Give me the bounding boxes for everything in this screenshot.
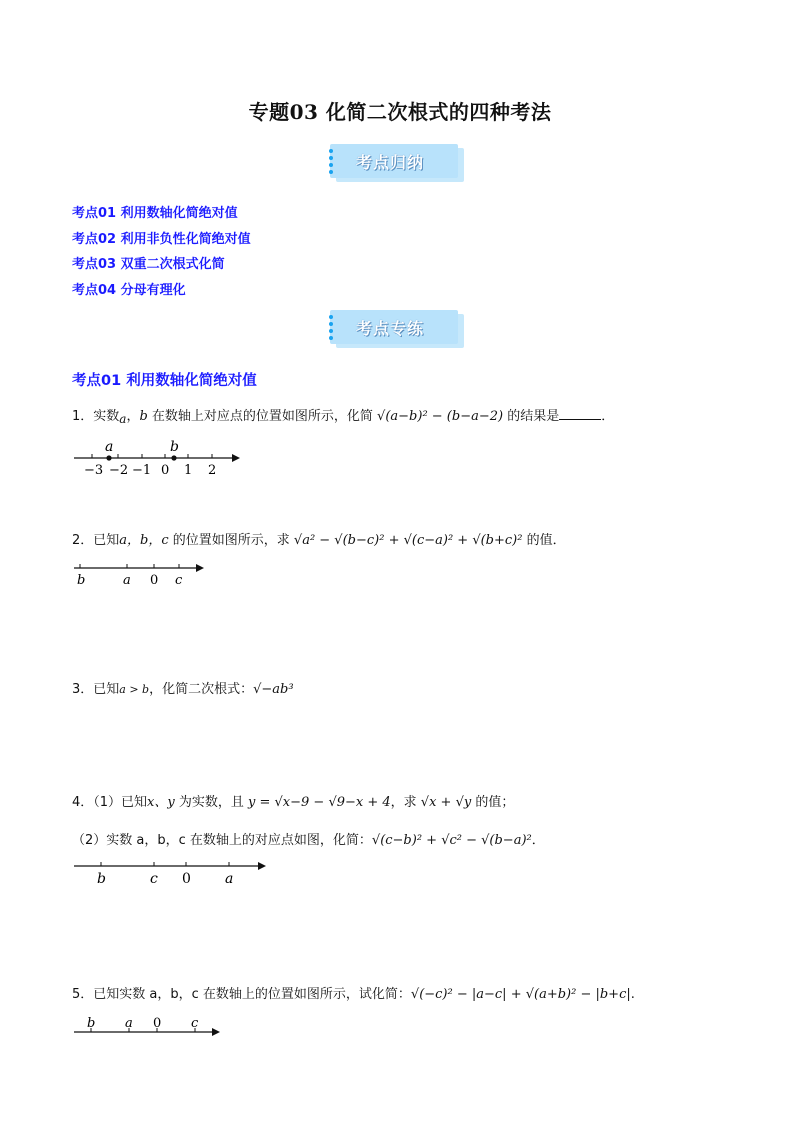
axis-label: 0 (150, 573, 159, 588)
answer-blank[interactable] (559, 407, 601, 420)
q1-expression: √(a−b)² − (b−a−2) (377, 409, 504, 424)
banner-practice (330, 308, 466, 348)
point-a-label: a (105, 439, 114, 455)
q3-condition: a > b (119, 683, 150, 696)
question-4-part-1 (72, 791, 514, 810)
q2-vars: a，b，c (119, 533, 169, 548)
axis-label: b (77, 573, 86, 588)
toc-item-4[interactable]: 考点04 分母有理化 (72, 283, 186, 298)
tick-label: −3 (84, 463, 104, 478)
q2-lead: 2．已知 (72, 533, 120, 548)
axis-label: a (123, 573, 131, 588)
banner-dots-icon (326, 146, 336, 178)
number-line-q5 (72, 1012, 232, 1040)
q4-text: 为实数，且 (174, 795, 248, 810)
q4-vars: x、y (147, 795, 175, 810)
q5-expression: √(−c)² − |a−c| + √(a+b)² − |b+c| (410, 987, 631, 1002)
number-line-q1 (72, 438, 242, 478)
q1-mid: ， (126, 409, 140, 424)
axis-label: b (87, 1016, 96, 1031)
page-title: 专题03 化简二次根式的四种考法 (248, 100, 552, 124)
question-4-part-2 (72, 829, 545, 848)
section-heading: 考点01 利用数轴化简绝对值 (72, 373, 257, 389)
banner-summary (330, 142, 466, 182)
q4-expression-1: y = √x−9 − √9−x + 4 (248, 795, 391, 810)
banner-practice-label: 考点专练 (356, 319, 425, 338)
number-line-q4 (72, 856, 272, 888)
q5-tail: . (630, 987, 635, 1002)
point-a-dot (106, 455, 111, 460)
q2-expression: √a² − √(b−c)² + √(c−a)² + √(b+c)² (293, 533, 523, 548)
tick-label: 0 (161, 463, 170, 478)
q1-var-a: a (119, 412, 127, 426)
question-3 (72, 678, 294, 697)
q4-part2-lead: （2）实数 a，b，c 在数轴上的对应点如图，化简： (72, 833, 372, 848)
q1-var-b: b (139, 409, 148, 424)
q4-part2-tail: ． (531, 833, 545, 848)
toc-item-1[interactable]: 考点01 利用数轴化简绝对值 (72, 206, 238, 221)
question-5 (72, 983, 635, 1002)
toc-item-2[interactable]: 考点02 利用非负性化简绝对值 (72, 232, 251, 247)
q2-text: 的位置如图所示，求 (168, 533, 294, 548)
q3-lead: 3．已知 (72, 682, 120, 697)
q1-tail: 的结果是 (503, 409, 560, 424)
q4-lead: 4．（1）已知 (72, 795, 148, 810)
axis-label: b (97, 871, 106, 887)
axis-label: 0 (153, 1016, 162, 1031)
tick-label: −1 (132, 463, 152, 478)
axis-label: a (125, 1016, 133, 1031)
axis-label: c (175, 573, 183, 588)
question-2 (72, 529, 566, 548)
q5-lead: 5．已知实数 a，b，c 在数轴上的位置如图所示，试化简： (72, 987, 411, 1002)
question-1 (72, 405, 614, 424)
q1-lead: 1．实数 (72, 409, 120, 424)
q2-tail: 的值． (522, 533, 566, 548)
q3-text: ，化简二次根式： (149, 682, 254, 697)
q4-tail: 的值； (471, 795, 515, 810)
point-b-label: b (170, 439, 179, 455)
banner-dots-icon (326, 312, 336, 344)
axis-label: a (225, 871, 234, 887)
axis-label: 0 (182, 871, 191, 887)
q4-expression-2: √x + √y (420, 795, 472, 810)
point-b-dot (171, 455, 176, 460)
banner-summary-label: 考点归纳 (356, 153, 425, 172)
axis-label: c (150, 871, 158, 887)
q1-text: 在数轴上对应点的位置如图所示，化简 (147, 409, 378, 424)
axis-label: c (191, 1016, 199, 1031)
q4-mid: ，求 (390, 795, 421, 810)
q3-expression: √−ab³ (253, 682, 294, 697)
tick-label: −2 (109, 463, 129, 478)
number-line-q2 (72, 558, 212, 588)
tick-label: 2 (208, 463, 217, 478)
tick-label: 1 (184, 463, 193, 478)
q4-part2-expression: √(c−b)² + √c² − √(b−a)² (371, 833, 532, 848)
q1-end: ． (601, 409, 615, 424)
toc-item-3[interactable]: 考点03 双重二次根式化简 (72, 257, 225, 272)
